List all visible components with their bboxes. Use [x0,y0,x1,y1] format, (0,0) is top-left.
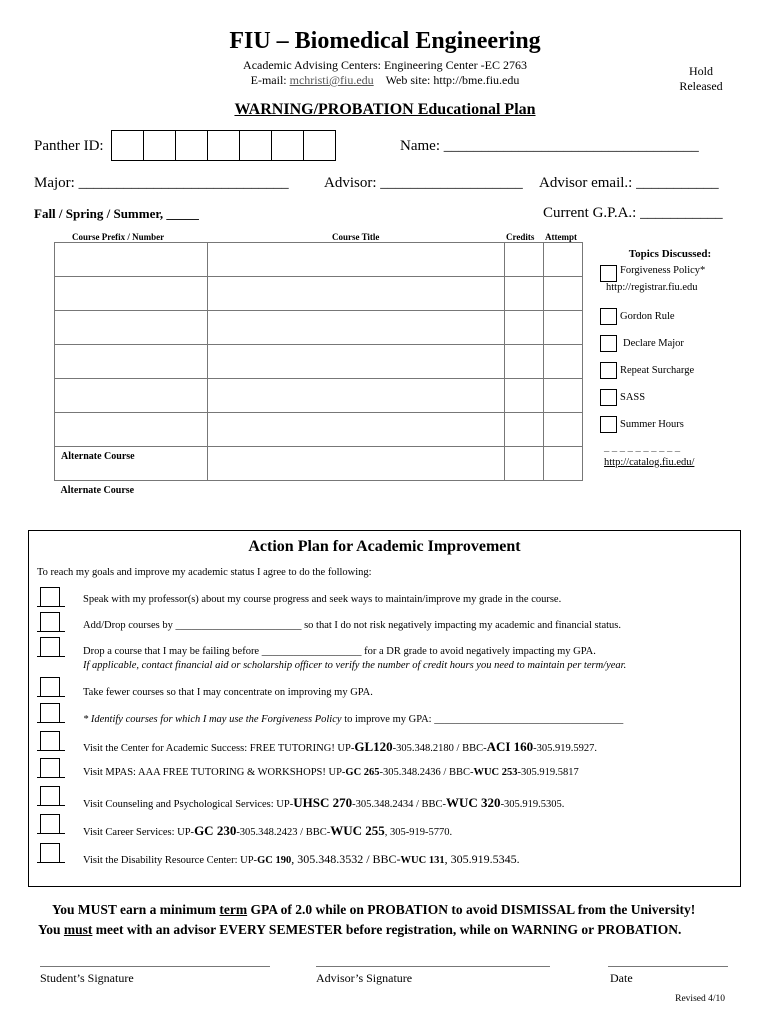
course-prefix-cell[interactable] [55,277,208,311]
checkbox[interactable] [40,731,60,751]
action-plan-intro: To reach my goals and improve my academic status I agree to do the following: [37,567,372,578]
status-block [666,64,736,94]
col-attempt-header: Attempt [545,232,577,242]
action-text: Visit the Center for Academic Success: FREE TUTORING! UP-GL120-305.348.2180 / BBC-ACI 160-305.919.5927. [83,739,598,754]
table-row [55,481,583,515]
topics-heading: Topics Discussed: [628,248,712,260]
course-title-cell[interactable] [208,413,505,447]
action-text: Speak with my professor(s) about my course progress and seek ways to maintain/improve my grade in the course. [83,594,562,605]
action-plan-title: Action Plan for Academic Improvement [248,538,521,555]
course-title-cell[interactable] [208,277,505,311]
advisor-signature-line[interactable] [316,966,550,967]
attempt-cell[interactable] [544,345,583,379]
alternate-course-label: Alternate Course [55,447,208,481]
topic-label: Summer Hours [620,419,684,430]
table-row [55,413,583,447]
course-prefix-cell[interactable] [55,413,208,447]
attempt-cell[interactable] [544,243,583,277]
advisor-email-field[interactable]: Advisor email.: ___________ [539,175,719,191]
checkbox[interactable] [40,587,60,607]
id-digit-box[interactable] [175,130,208,161]
course-title-cell[interactable] [208,379,505,413]
credits-cell[interactable] [505,345,544,379]
topic-item[interactable] [600,384,740,411]
action-item[interactable] [37,612,737,636]
name-field[interactable]: Name: __________________________________ [400,138,699,154]
checkbox[interactable] [600,362,617,379]
checkbox[interactable] [40,814,60,834]
form-institution-title: FIU – Biomedical Engineering [229,28,541,54]
attempt-cell[interactable] [544,447,583,481]
website: Web site: http://bme.fiu.edu [385,73,520,87]
topic-label: Gordon Rule [620,311,675,322]
action-text: Visit Career Services: UP-GC 230-305.348.2423 / BBC-WUC 255, 305-919-5770. [83,823,453,838]
form-title: WARNING/PROBATION Educational Plan [234,101,536,118]
checkbox[interactable] [600,416,617,433]
topic-item[interactable] [600,411,740,438]
email-link[interactable]: mchristi@fiu.edu [289,73,374,87]
course-title-cell[interactable] [208,311,505,345]
id-digit-box[interactable] [143,130,176,161]
action-item[interactable] [37,731,737,755]
gpa-field[interactable]: Current G.P.A.: ___________ [543,205,723,221]
attempt-cell[interactable] [544,277,583,311]
topic-label: Repeat Surcharge [620,365,695,376]
gpa-requirement: You MUST earn a minimum term GPA of 2.0 while on PROBATION to avoid DISMISSAL from the University! [52,902,696,917]
advisor-signature-label: Advisor’s Signature [316,971,413,985]
email-label: E-mail: [250,73,287,87]
credits-cell[interactable] [505,447,544,481]
checkbox[interactable] [40,637,60,657]
action-item[interactable] [37,786,737,810]
student-signature-label: Student’s Signature [40,971,134,985]
course-prefix-cell[interactable] [55,379,208,413]
col-credits-header: Credits [506,232,535,242]
table-row [55,311,583,345]
student-signature-line[interactable] [40,966,270,967]
catalog-link[interactable]: http://catalog.fiu.edu/ [604,457,695,468]
checkbox[interactable] [600,335,617,352]
course-title-cell[interactable] [208,243,505,277]
action-item[interactable] [37,814,737,838]
topic-other-line[interactable]: _ _ _ _ _ _ _ _ _ _ [604,442,681,453]
action-text: * Identify courses for which I may use the Forgiveness Policy to improve my GPA: ____________________________________ [83,714,624,725]
advising-centers: Academic Advising Centers: Engineering Center -EC 2763 [243,58,527,72]
attempt-cell[interactable] [544,311,583,345]
checkbox[interactable] [40,703,60,723]
course-prefix-cell[interactable] [55,311,208,345]
topic-item[interactable] [600,330,740,357]
checkbox[interactable] [40,758,60,778]
credits-cell[interactable] [505,379,544,413]
action-item[interactable] [37,843,737,867]
action-item[interactable] [37,587,737,611]
advisor-field[interactable]: Advisor: ___________________ [324,175,523,191]
contact-line [0,73,770,88]
revision-note: Revised 4/10 [675,994,725,1004]
id-digit-box[interactable] [271,130,304,161]
checkbox[interactable] [600,265,617,282]
course-title-cell[interactable] [208,345,505,379]
credits-cell[interactable] [505,243,544,277]
action-text: Visit Counseling and Psychological Services: UP-UHSC 270-305.348.2434 / BBC-WUC 320-305.919.5305. [83,795,565,810]
col-title-header: Course Title [332,232,380,242]
checkbox[interactable] [600,308,617,325]
action-note: If applicable, contact financial aid or scholarship officer to verify the number of credit hours you need to maintain per term/year. [83,660,627,671]
checkbox[interactable] [600,389,617,406]
action-text: Add/Drop courses by ________________________ so that I do not risk negatively impacting my academic and financial status. [83,620,622,631]
topic-item[interactable] [600,357,740,384]
topic-label: SASS [620,392,646,403]
topic-item[interactable] [600,303,740,330]
action-text: Take fewer courses so that I may concentrate on improving my GPA. [83,687,373,698]
id-digit-box[interactable] [207,130,240,161]
advising-requirement: You must meet with an advisor EVERY SEMESTER before registration, while on WARNING or PROBATION. [38,922,682,937]
major-field[interactable]: Major: ____________________________ [34,175,289,191]
credits-cell[interactable] [505,311,544,345]
id-digit-box[interactable] [303,130,336,161]
topics-panel [600,248,740,468]
status-hold: Hold [689,64,713,78]
action-text: Visit MPAS: AAA FREE TUTORING & WORKSHOPS! UP-GC 265-305.348.2436 / BBC-WUC 253-305.919.5817 [83,767,579,778]
date-label: Date [610,971,633,985]
attempt-cell[interactable] [544,379,583,413]
panther-id-label: Panther ID: [34,138,104,154]
action-text: Drop a course that I may be failing before ___________________ for a DR grade to avoid negatively impacting my GPA. [83,646,596,657]
forgiveness-italic: * Identify courses for which I may use the Forgiveness Policy [83,714,342,725]
checkbox[interactable] [40,786,60,806]
course-prefix-cell[interactable] [55,243,208,277]
id-digit-box[interactable] [239,130,272,161]
course-title-cell[interactable] [208,447,505,481]
checkbox[interactable] [40,843,60,863]
topic-label: Declare Major [623,338,684,349]
action-item[interactable] [37,637,737,673]
table-row [55,345,583,379]
registrar-url: http://registrar.fiu.edu [606,282,698,293]
checkbox[interactable] [40,677,60,697]
requirements-notice [0,900,770,940]
table-row [55,243,583,277]
table-row [55,447,583,481]
course-table [54,242,583,515]
panther-id-field[interactable] [112,130,336,161]
topic-forgiveness[interactable] [600,265,740,282]
action-text: Visit the Disability Resource Center: UP-GC 190, 305.348.3532 / BBC-WUC 131, 305.919.5345. [83,852,520,866]
topic-label: Forgiveness Policy* [620,265,706,276]
table-row [55,379,583,413]
credits-cell[interactable] [505,413,544,447]
course-prefix-cell[interactable] [55,345,208,379]
term-field[interactable]: Fall / Spring / Summer, _____ [34,206,199,221]
date-line[interactable] [608,966,728,967]
table-row [55,277,583,311]
checkbox[interactable] [40,612,60,632]
action-item[interactable] [37,758,737,782]
action-item[interactable] [37,677,737,701]
attempt-cell[interactable] [544,413,583,447]
id-digit-box[interactable] [111,130,144,161]
alternate-course-label: Alternate Course [60,485,135,496]
credits-cell[interactable] [505,277,544,311]
action-item[interactable] [37,703,737,727]
col-prefix-header: Course Prefix / Number [72,232,165,242]
status-released: Released [679,79,723,93]
